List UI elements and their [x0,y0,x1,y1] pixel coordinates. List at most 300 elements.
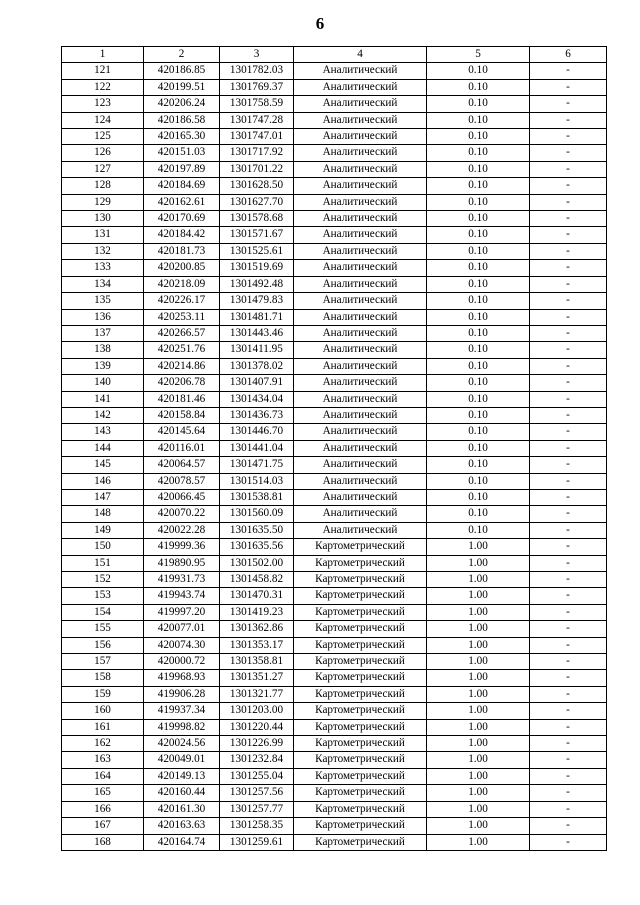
column-header: 3 [220,47,294,63]
column-header: 2 [144,47,220,63]
table-row [62,604,607,620]
note-cell: - [530,588,607,604]
table-row [62,785,607,801]
table-row [62,736,607,752]
method-cell: Аналитический [294,161,427,177]
accuracy-cell: 0.10 [427,260,530,276]
x-coordinate-cell: 420170.69 [144,211,220,227]
accuracy-cell: 1.00 [427,785,530,801]
method-cell: Картометрический [294,572,427,588]
point-number-cell: 135 [62,293,144,309]
note-cell: - [530,834,607,850]
accuracy-cell: 1.00 [427,752,530,768]
accuracy-cell: 1.00 [427,768,530,784]
x-coordinate-cell: 419906.28 [144,686,220,702]
x-coordinate-cell: 420070.22 [144,506,220,522]
y-coordinate-cell: 1301481.71 [220,309,294,325]
accuracy-cell: 0.10 [427,293,530,309]
note-cell: - [530,79,607,95]
table-header [62,47,607,63]
note-cell: - [530,243,607,259]
x-coordinate-cell: 419968.93 [144,670,220,686]
y-coordinate-cell: 1301411.95 [220,342,294,358]
note-cell: - [530,129,607,145]
x-coordinate-cell: 420184.69 [144,178,220,194]
method-cell: Аналитический [294,375,427,391]
point-number-cell: 168 [62,834,144,850]
y-coordinate-cell: 1301628.50 [220,178,294,194]
x-coordinate-cell: 420163.63 [144,818,220,834]
y-coordinate-cell: 1301443.46 [220,325,294,341]
x-coordinate-cell: 420218.09 [144,276,220,292]
note-cell: - [530,227,607,243]
accuracy-cell: 0.10 [427,243,530,259]
method-cell: Аналитический [294,129,427,145]
table-row [62,112,607,128]
x-coordinate-cell: 420253.11 [144,309,220,325]
method-cell: Аналитический [294,227,427,243]
x-coordinate-cell: 420206.78 [144,375,220,391]
x-coordinate-cell: 420151.03 [144,145,220,161]
point-number-cell: 132 [62,243,144,259]
accuracy-cell: 1.00 [427,703,530,719]
x-coordinate-cell: 419931.73 [144,572,220,588]
method-cell: Аналитический [294,243,427,259]
method-cell: Аналитический [294,96,427,112]
method-cell: Картометрический [294,654,427,670]
point-number-cell: 141 [62,391,144,407]
x-coordinate-cell: 420000.72 [144,654,220,670]
point-number-cell: 160 [62,703,144,719]
x-coordinate-cell: 420199.51 [144,79,220,95]
table-row [62,96,607,112]
column-header: 6 [530,47,607,63]
y-coordinate-cell: 1301578.68 [220,211,294,227]
table-row [62,752,607,768]
note-cell: - [530,293,607,309]
table-row [62,818,607,834]
note-cell: - [530,572,607,588]
point-number-cell: 157 [62,654,144,670]
table-row [62,457,607,473]
method-cell: Аналитический [294,457,427,473]
method-cell: Картометрический [294,818,427,834]
point-number-cell: 151 [62,555,144,571]
note-cell: - [530,719,607,735]
table-row [62,407,607,423]
x-coordinate-cell: 420078.57 [144,473,220,489]
accuracy-cell: 1.00 [427,719,530,735]
note-cell: - [530,342,607,358]
method-cell: Аналитический [294,194,427,210]
method-cell: Картометрический [294,686,427,702]
method-cell: Аналитический [294,112,427,128]
accuracy-cell: 0.10 [427,358,530,374]
table-row [62,129,607,145]
method-cell: Картометрический [294,834,427,850]
method-cell: Аналитический [294,325,427,341]
y-coordinate-cell: 1301362.86 [220,621,294,637]
y-coordinate-cell: 1301226.99 [220,736,294,752]
point-number-cell: 121 [62,63,144,79]
table-row [62,621,607,637]
accuracy-cell: 0.10 [427,391,530,407]
point-number-cell: 142 [62,407,144,423]
accuracy-cell: 0.10 [427,96,530,112]
table-row [62,178,607,194]
accuracy-cell: 0.10 [427,440,530,456]
x-coordinate-cell: 420158.84 [144,407,220,423]
table-row [62,670,607,686]
table-row [62,440,607,456]
accuracy-cell: 0.10 [427,325,530,341]
table-row [62,768,607,784]
note-cell: - [530,407,607,423]
table-row [62,473,607,489]
method-cell: Картометрический [294,736,427,752]
method-cell: Аналитический [294,424,427,440]
y-coordinate-cell: 1301525.61 [220,243,294,259]
point-number-cell: 122 [62,79,144,95]
x-coordinate-cell: 420181.73 [144,243,220,259]
table-row [62,161,607,177]
note-cell: - [530,375,607,391]
note-cell: - [530,506,607,522]
y-coordinate-cell: 1301257.77 [220,801,294,817]
note-cell: - [530,194,607,210]
point-number-cell: 127 [62,161,144,177]
x-coordinate-cell: 420165.30 [144,129,220,145]
table-row [62,342,607,358]
method-cell: Аналитический [294,391,427,407]
accuracy-cell: 1.00 [427,539,530,555]
y-coordinate-cell: 1301255.04 [220,768,294,784]
x-coordinate-cell: 420064.57 [144,457,220,473]
accuracy-cell: 1.00 [427,834,530,850]
x-coordinate-cell: 420066.45 [144,489,220,505]
accuracy-cell: 0.10 [427,473,530,489]
y-coordinate-cell: 1301458.82 [220,572,294,588]
point-number-cell: 144 [62,440,144,456]
method-cell: Аналитический [294,63,427,79]
note-cell: - [530,785,607,801]
y-coordinate-cell: 1301519.69 [220,260,294,276]
x-coordinate-cell: 420161.30 [144,801,220,817]
point-number-cell: 131 [62,227,144,243]
x-coordinate-cell: 420206.24 [144,96,220,112]
note-cell: - [530,637,607,653]
x-coordinate-cell: 420181.46 [144,391,220,407]
y-coordinate-cell: 1301701.22 [220,161,294,177]
point-number-cell: 138 [62,342,144,358]
accuracy-cell: 0.10 [427,112,530,128]
method-cell: Аналитический [294,79,427,95]
accuracy-cell: 0.10 [427,309,530,325]
table-row [62,145,607,161]
accuracy-cell: 1.00 [427,686,530,702]
x-coordinate-cell: 420214.86 [144,358,220,374]
header-row [62,47,607,63]
method-cell: Картометрический [294,588,427,604]
point-number-cell: 133 [62,260,144,276]
method-cell: Аналитический [294,473,427,489]
point-number-cell: 150 [62,539,144,555]
x-coordinate-cell: 420145.64 [144,424,220,440]
accuracy-cell: 1.00 [427,637,530,653]
note-cell: - [530,752,607,768]
method-cell: Картометрический [294,539,427,555]
table-row [62,489,607,505]
y-coordinate-cell: 1301441.04 [220,440,294,456]
x-coordinate-cell: 420049.01 [144,752,220,768]
note-cell: - [530,539,607,555]
x-coordinate-cell: 419943.74 [144,588,220,604]
note-cell: - [530,818,607,834]
table-row [62,539,607,555]
note-cell: - [530,473,607,489]
y-coordinate-cell: 1301353.17 [220,637,294,653]
y-coordinate-cell: 1301436.73 [220,407,294,423]
point-number-cell: 136 [62,309,144,325]
y-coordinate-cell: 1301470.31 [220,588,294,604]
method-cell: Картометрический [294,719,427,735]
y-coordinate-cell: 1301419.23 [220,604,294,620]
table-row [62,555,607,571]
note-cell: - [530,703,607,719]
point-number-cell: 159 [62,686,144,702]
table-row [62,276,607,292]
note-cell: - [530,260,607,276]
table-row [62,424,607,440]
accuracy-cell: 0.10 [427,407,530,423]
y-coordinate-cell: 1301782.03 [220,63,294,79]
table-row [62,375,607,391]
point-number-cell: 125 [62,129,144,145]
note-cell: - [530,325,607,341]
accuracy-cell: 0.10 [427,424,530,440]
y-coordinate-cell: 1301747.28 [220,112,294,128]
column-header: 1 [62,47,144,63]
x-coordinate-cell: 420116.01 [144,440,220,456]
point-number-cell: 124 [62,112,144,128]
note-cell: - [530,736,607,752]
method-cell: Картометрический [294,637,427,653]
accuracy-cell: 1.00 [427,572,530,588]
method-cell: Картометрический [294,621,427,637]
x-coordinate-cell: 419937.34 [144,703,220,719]
x-coordinate-cell: 420074.30 [144,637,220,653]
point-number-cell: 140 [62,375,144,391]
y-coordinate-cell: 1301358.81 [220,654,294,670]
note-cell: - [530,96,607,112]
method-cell: Аналитический [294,342,427,358]
note-cell: - [530,801,607,817]
table-row [62,293,607,309]
y-coordinate-cell: 1301203.00 [220,703,294,719]
x-coordinate-cell: 420200.85 [144,260,220,276]
y-coordinate-cell: 1301747.01 [220,129,294,145]
table-row [62,637,607,653]
method-cell: Аналитический [294,489,427,505]
y-coordinate-cell: 1301635.56 [220,539,294,555]
table-row [62,194,607,210]
note-cell: - [530,145,607,161]
y-coordinate-cell: 1301257.56 [220,785,294,801]
point-number-cell: 143 [62,424,144,440]
point-number-cell: 166 [62,801,144,817]
method-cell: Аналитический [294,358,427,374]
y-coordinate-cell: 1301232.84 [220,752,294,768]
note-cell: - [530,555,607,571]
note-cell: - [530,489,607,505]
y-coordinate-cell: 1301538.81 [220,489,294,505]
method-cell: Аналитический [294,440,427,456]
method-cell: Аналитический [294,145,427,161]
x-coordinate-cell: 420251.76 [144,342,220,358]
accuracy-cell: 1.00 [427,588,530,604]
accuracy-cell: 0.10 [427,145,530,161]
method-cell: Картометрический [294,801,427,817]
accuracy-cell: 0.10 [427,227,530,243]
table-body [62,63,607,851]
method-cell: Аналитический [294,522,427,538]
accuracy-cell: 0.10 [427,522,530,538]
point-number-cell: 145 [62,457,144,473]
accuracy-cell: 1.00 [427,621,530,637]
accuracy-cell: 0.10 [427,342,530,358]
method-cell: Аналитический [294,407,427,423]
x-coordinate-cell: 420184.42 [144,227,220,243]
point-number-cell: 134 [62,276,144,292]
note-cell: - [530,309,607,325]
table-row [62,522,607,538]
y-coordinate-cell: 1301258.35 [220,818,294,834]
point-number-cell: 165 [62,785,144,801]
method-cell: Картометрический [294,785,427,801]
y-coordinate-cell: 1301446.70 [220,424,294,440]
table-row [62,243,607,259]
point-number-cell: 162 [62,736,144,752]
x-coordinate-cell: 420077.01 [144,621,220,637]
point-number-cell: 130 [62,211,144,227]
point-number-cell: 155 [62,621,144,637]
table-row [62,572,607,588]
accuracy-cell: 0.10 [427,178,530,194]
y-coordinate-cell: 1301321.77 [220,686,294,702]
x-coordinate-cell: 419890.95 [144,555,220,571]
point-number-cell: 156 [62,637,144,653]
y-coordinate-cell: 1301635.50 [220,522,294,538]
x-coordinate-cell: 420266.57 [144,325,220,341]
point-number-cell: 147 [62,489,144,505]
column-header: 4 [294,47,427,63]
y-coordinate-cell: 1301502.00 [220,555,294,571]
table-row [62,506,607,522]
point-number-cell: 152 [62,572,144,588]
note-cell: - [530,358,607,374]
note-cell: - [530,768,607,784]
column-header: 5 [427,47,530,63]
table-row [62,309,607,325]
accuracy-cell: 1.00 [427,801,530,817]
method-cell: Картометрический [294,768,427,784]
note-cell: - [530,161,607,177]
point-number-cell: 137 [62,325,144,341]
accuracy-cell: 0.10 [427,161,530,177]
method-cell: Аналитический [294,178,427,194]
note-cell: - [530,440,607,456]
y-coordinate-cell: 1301471.75 [220,457,294,473]
table-row [62,211,607,227]
y-coordinate-cell: 1301407.91 [220,375,294,391]
y-coordinate-cell: 1301571.67 [220,227,294,243]
note-cell: - [530,211,607,227]
point-number-cell: 129 [62,194,144,210]
note-cell: - [530,391,607,407]
note-cell: - [530,654,607,670]
y-coordinate-cell: 1301514.03 [220,473,294,489]
x-coordinate-cell: 420149.13 [144,768,220,784]
y-coordinate-cell: 1301627.70 [220,194,294,210]
method-cell: Аналитический [294,260,427,276]
x-coordinate-cell: 419999.36 [144,539,220,555]
accuracy-cell: 0.10 [427,276,530,292]
y-coordinate-cell: 1301769.37 [220,79,294,95]
table-row [62,227,607,243]
x-coordinate-cell: 420197.89 [144,161,220,177]
table-row [62,63,607,79]
coordinates-table [61,46,607,851]
accuracy-cell: 0.10 [427,63,530,79]
x-coordinate-cell: 420162.61 [144,194,220,210]
point-number-cell: 153 [62,588,144,604]
accuracy-cell: 0.10 [427,375,530,391]
note-cell: - [530,686,607,702]
point-number-cell: 154 [62,604,144,620]
table-row [62,358,607,374]
point-number-cell: 163 [62,752,144,768]
point-number-cell: 148 [62,506,144,522]
point-number-cell: 146 [62,473,144,489]
note-cell: - [530,424,607,440]
point-number-cell: 128 [62,178,144,194]
point-number-cell: 139 [62,358,144,374]
point-number-cell: 126 [62,145,144,161]
x-coordinate-cell: 420226.17 [144,293,220,309]
y-coordinate-cell: 1301479.83 [220,293,294,309]
accuracy-cell: 0.10 [427,211,530,227]
note-cell: - [530,604,607,620]
method-cell: Аналитический [294,293,427,309]
x-coordinate-cell: 420186.58 [144,112,220,128]
method-cell: Картометрический [294,670,427,686]
y-coordinate-cell: 1301492.48 [220,276,294,292]
x-coordinate-cell: 420186.85 [144,63,220,79]
table-row [62,260,607,276]
accuracy-cell: 0.10 [427,506,530,522]
x-coordinate-cell: 420024.56 [144,736,220,752]
y-coordinate-cell: 1301259.61 [220,834,294,850]
table-row [62,391,607,407]
y-coordinate-cell: 1301220.44 [220,719,294,735]
point-number-cell: 164 [62,768,144,784]
point-number-cell: 158 [62,670,144,686]
x-coordinate-cell: 420160.44 [144,785,220,801]
point-number-cell: 161 [62,719,144,735]
y-coordinate-cell: 1301717.92 [220,145,294,161]
note-cell: - [530,522,607,538]
accuracy-cell: 0.10 [427,194,530,210]
